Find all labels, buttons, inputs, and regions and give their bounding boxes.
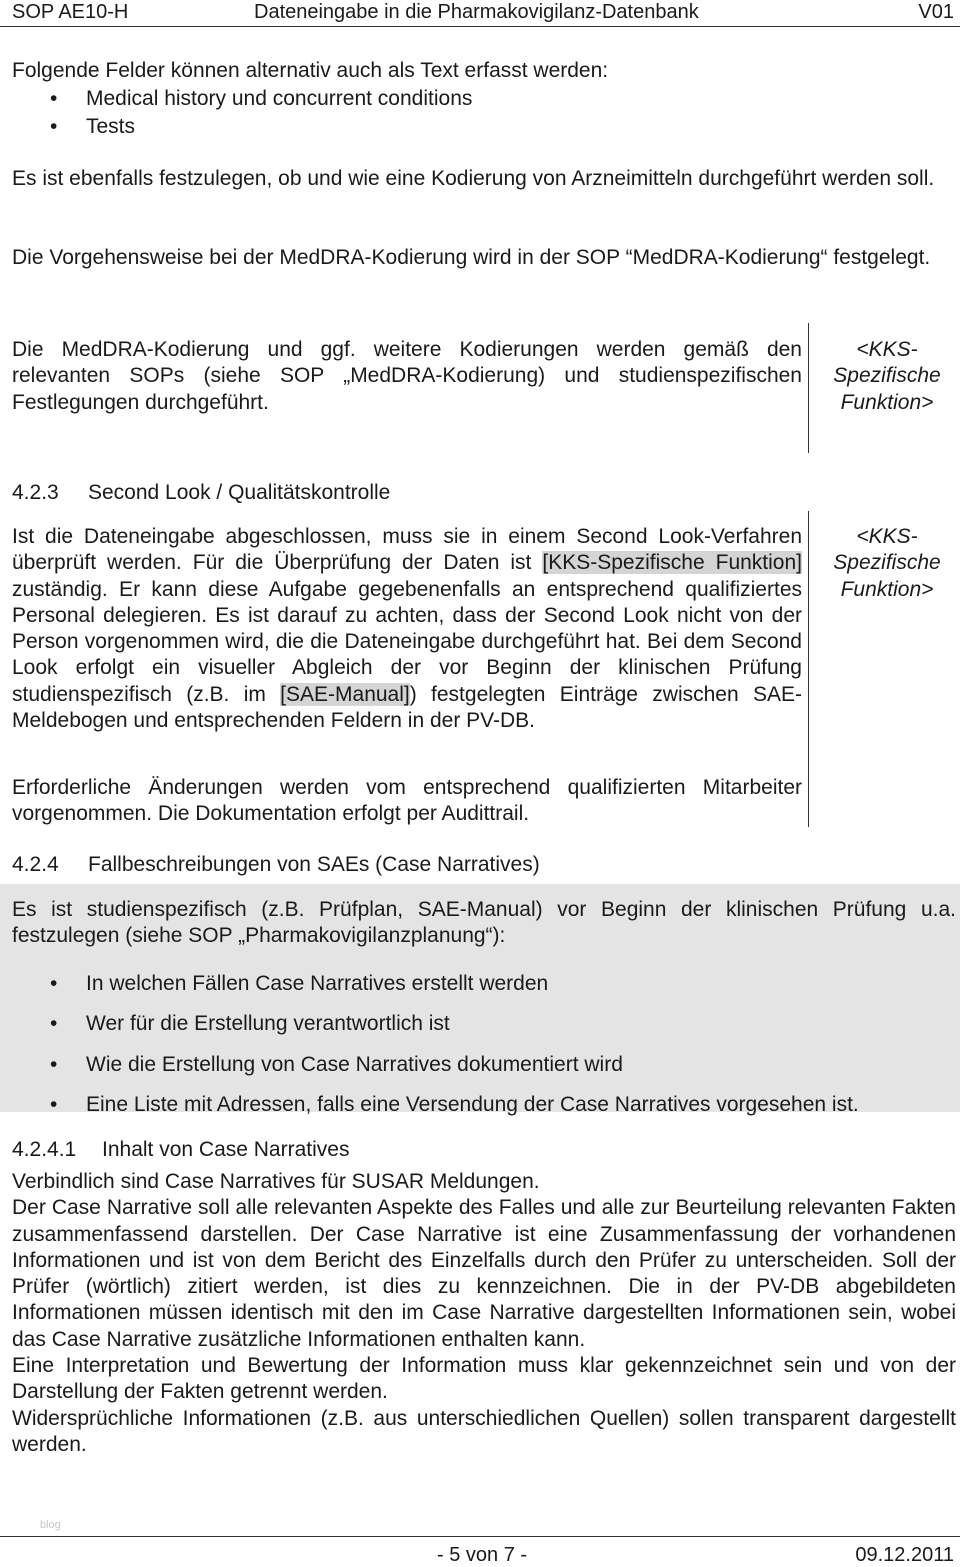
section-title: Second Look / Qualitätskontrolle <box>88 481 391 504</box>
list-item: • Wie die Erstellung von Case Narratives dokumentiert wird <box>12 1045 956 1085</box>
coding-paragraph: Es ist ebenfalls festzulegen, ob und wie eine Kodierung von Arzneimitteln durchgeführt werden soll. <box>12 167 935 190</box>
meddra-coding-paragraph: Die MedDRA-Kodierung und ggf. weitere Kodierungen werden gemäß den relevanten SOPs (siehe SOP „MedDRA-Kodierung) und studienspezifischen Festlegungen durchgeführt. <box>12 338 802 414</box>
side-column-divider <box>808 511 809 827</box>
section-4-2-4-heading <box>12 852 956 878</box>
doc-id: SOP AE10-H <box>12 1 129 23</box>
section-title: Fallbeschreibungen von SAEs (Case Narratives) <box>88 853 540 876</box>
watermark: blog <box>40 1519 61 1531</box>
section-4-2-4-1-heading <box>12 1137 956 1163</box>
section-4-2-3-heading <box>12 480 956 506</box>
sae-manual-placeholder: [SAE-Manual] <box>280 682 410 706</box>
doc-title: Dateneingabe in die Pharmakovigilanz-Datenbank <box>254 1 699 23</box>
list-item: • Wer für die Erstellung verantwortlich ist <box>12 1004 956 1044</box>
side-column-divider <box>808 323 809 453</box>
section-number: 4.2.3 <box>12 481 59 504</box>
list-item: • Tests <box>12 113 956 141</box>
intro-field-list <box>12 85 956 141</box>
list-item: • Medical history und concurrent conditions <box>12 85 956 113</box>
section-number: 4.2.4 <box>12 853 59 876</box>
text-run: ) festgelegten Einträge zwischen SAE-Meldebogen und entsprechenden Feldern in der PV-DB. <box>12 682 802 733</box>
doc-date: 09.12.2011 <box>855 1544 954 1566</box>
text-run: zuständig. Er kann diese Aufgabe gegebenenfalls an entsprechend qualifiziertes Personal delegieren. Es ist darauf zu achten, dass der Second Look nicht von der Person vorgenommen wird, die die Dateneingabe durchgeführt hat. Bei dem Second Look erfolgt ein visueller Abgleich der vor Beginn der klinischen Prüfung studienspezifisch (z.B. im <box>12 577 802 706</box>
susar-line: Verbindlich sind Case Narratives für SUSAR Meldungen. <box>12 1170 540 1193</box>
case-narratives-list <box>12 964 956 1126</box>
narrative-definition-paragraph: Der Case Narrative soll alle relevanten Aspekte des Falles und alle zur Beurteilung relevanten Fakten zusammenfassend darstellen. Der Case Narrative ist eine Zusammenfassung der vorhandenen Informationen und ist von dem Bericht des Einzelfalls durch den Prüfer zu unterscheiden. Soll der Prüfer (wörtlich) zitiert werden, ist dies zu kennzeichnen. Die in der PV-DB abgebildeten Informationen müssen identisch mit den im Case Narrative dargestellten Informationen sein, wobei das Case Narrative zusätzliche Informationen enthalten kann. <box>12 1196 956 1351</box>
intro-lead: Folgende Felder können alternativ auch als Text erfasst werden: <box>12 59 609 82</box>
second-look-paragraph <box>12 524 802 734</box>
list-item: • Eine Liste mit Adressen, falls eine Versendung der Case Narratives vorgesehen ist. <box>12 1085 956 1125</box>
page-footer <box>0 1536 960 1565</box>
list-item: • In welchen Fällen Case Narratives erstellt werden <box>12 964 956 1004</box>
case-narratives-lead: Es ist studienspezifisch (z.B. Prüfplan, SAE-Manual) vor Beginn der klinischen Prüfung u.a. festzulegen (siehe SOP „Pharmakovigilanzplanung“): <box>12 898 956 948</box>
doc-version: V01 <box>918 1 954 23</box>
section-number: 4.2.4.1 <box>12 1138 77 1161</box>
page-header <box>0 0 960 27</box>
changes-paragraph: Erforderliche Änderungen werden vom entsprechend qualifizierten Mitarbeiter vorgenommen. Die Dokumentation erfolgt per Audittrail. <box>12 776 802 826</box>
section-title: Inhalt von Case Narratives <box>102 1138 350 1161</box>
meddra-procedure-paragraph: Die Vorgehensweise bei der MedDRA-Kodierung wird in der SOP “MedDRA-Kodierung“ festgelegt. <box>12 246 931 269</box>
kks-function-placeholder: [KKS-Spezifische Funktion] <box>542 551 803 575</box>
contradictory-info-paragraph: Widersprüchliche Informationen (z.B. aus unterschiedlichen Quellen) sollen transparent dargestellt werden. <box>12 1406 956 1456</box>
kks-side-note: <KKS-Spezifische Funktion> <box>833 525 941 601</box>
kks-side-note: <KKS-Spezifische Funktion> <box>833 338 941 414</box>
narrative-content <box>12 1169 956 1458</box>
text-run: Ist die Dateneingabe abgeschlossen, muss sie in einem Second Look-Verfahren überprüft werden. Für die Überprüfung der Daten ist <box>12 525 802 575</box>
interpretation-paragraph: Eine Interpretation und Bewertung der Information muss klar gekennzeichnet sein und von der Darstellung der Fakten getrennt werden. <box>12 1354 956 1404</box>
page-number: - 5 von 7 - <box>437 1544 528 1566</box>
